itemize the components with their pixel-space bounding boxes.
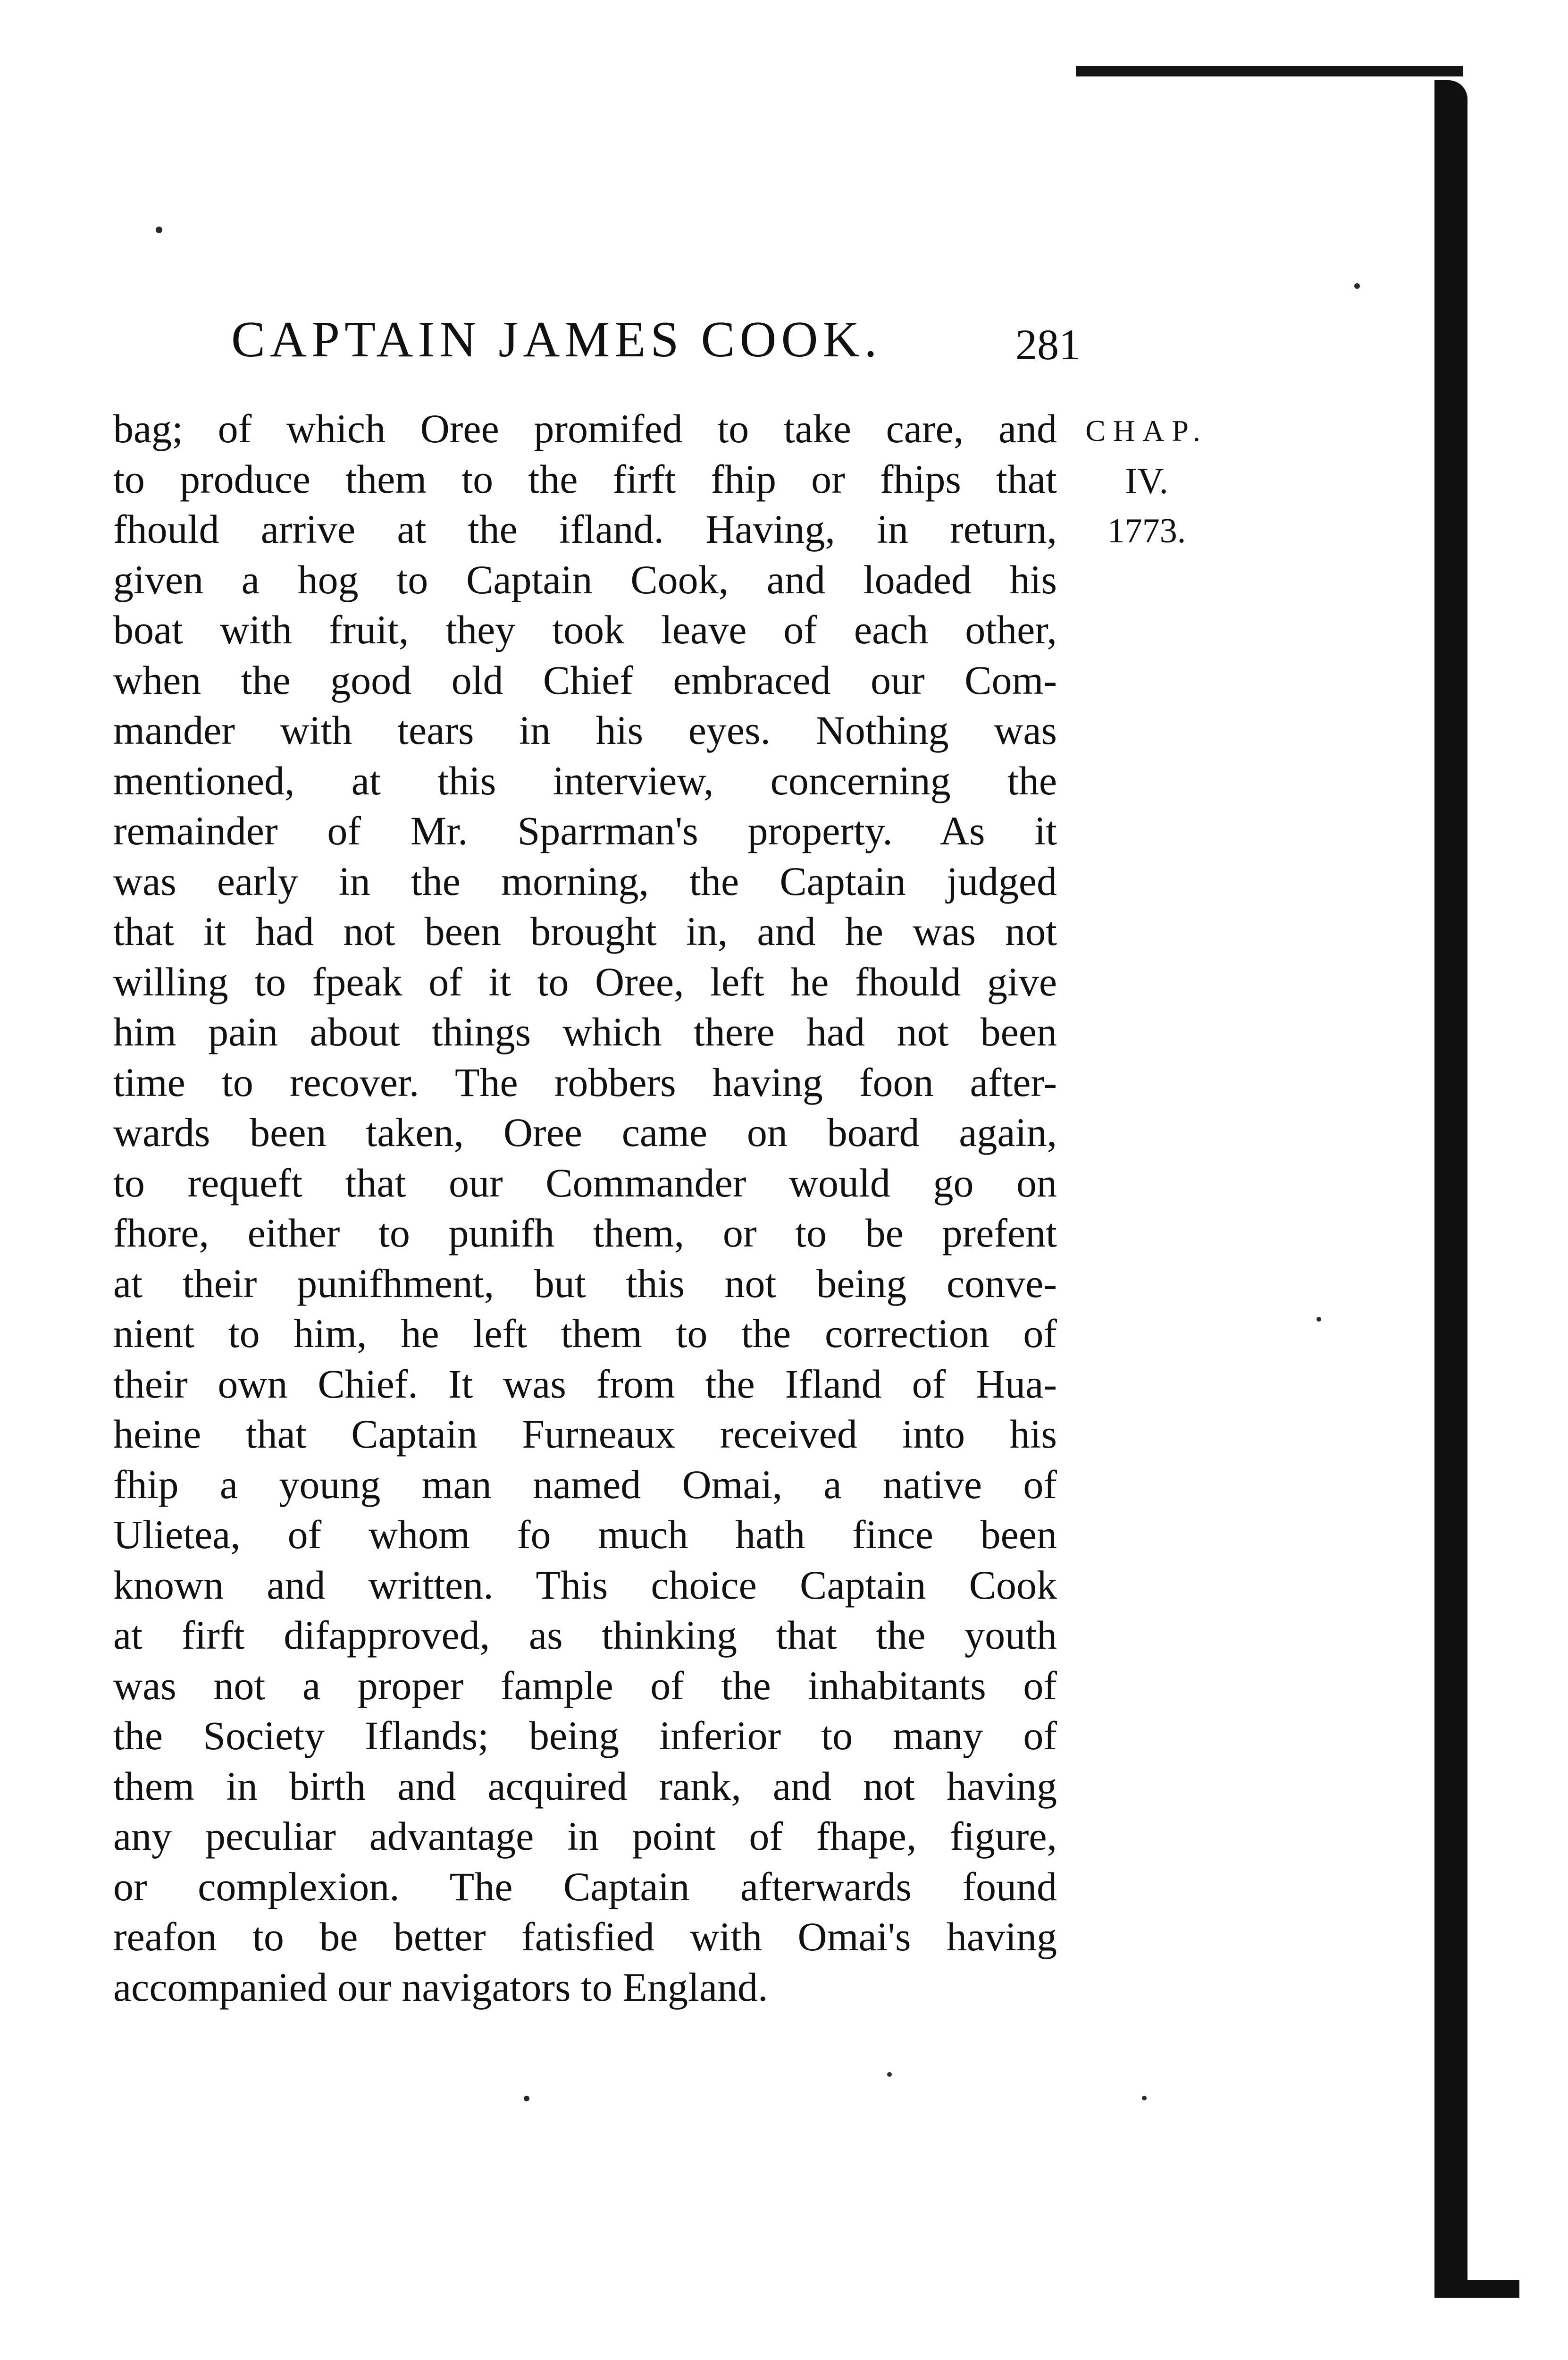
text-line: mander with tears in his eyes. Nothing was bbox=[113, 708, 1057, 753]
text-line: that it had not been brought in, and he was not bbox=[113, 909, 1057, 954]
text-line: when the good old Chief embraced our Com- bbox=[113, 657, 1057, 703]
text-line: at firft difapproved, as thinking that the youth bbox=[113, 1612, 1057, 1658]
text-line: fhip a young man named Omai, a native of bbox=[113, 1461, 1057, 1507]
text-line: known and written. This choice Captain Cook bbox=[113, 1562, 1057, 1608]
text-line: them in birth and acquired rank, and not having bbox=[113, 1763, 1057, 1809]
text-line: was not a proper fample of the inhabitants of bbox=[113, 1662, 1057, 1708]
margin-chapter-label: CHAP. bbox=[1085, 414, 1208, 447]
text-line: the Society Iflands; being inferior to many of bbox=[113, 1713, 1057, 1758]
text-line: their own Chief. It was from the Ifland of Hua- bbox=[113, 1361, 1057, 1407]
text-line: was early in the morning, the Captain judged bbox=[113, 858, 1057, 904]
text-line: bag; of which Oree promifed to take care, and bbox=[113, 406, 1057, 451]
text-line: willing to fpeak of it to Oree, left he fhould give bbox=[113, 959, 1057, 1004]
scan-binding-edge-top bbox=[1076, 66, 1463, 76]
text-line: wards been taken, Oree came on board again, bbox=[113, 1110, 1057, 1155]
text-line: reafon to be better fatisfied with Omai's having bbox=[113, 1914, 1057, 1959]
text-line: at their punifhment, but this not being conve- bbox=[113, 1260, 1057, 1306]
running-head-title: CAPTAIN JAMES COOK. bbox=[231, 312, 882, 368]
scan-speckle bbox=[1142, 2096, 1147, 2100]
text-line: mentioned, at this interview, concerning the bbox=[113, 758, 1057, 803]
text-line: heine that Captain Furneaux received into his bbox=[113, 1411, 1057, 1457]
text-line: nient to him, he left them to the correction of bbox=[113, 1311, 1057, 1356]
body-text bbox=[113, 404, 1057, 2012]
scan-speckle bbox=[1354, 283, 1360, 289]
margin-year: 1773. bbox=[1107, 512, 1186, 550]
margin-chapter-number: IV. bbox=[1125, 460, 1168, 501]
scan-speckle bbox=[524, 2096, 529, 2101]
text-line: fhore, either to punifh them, or to be prefent bbox=[113, 1210, 1057, 1256]
text-line: time to recover. The robbers having foon after- bbox=[113, 1059, 1057, 1105]
scan-binding-edge bbox=[1434, 80, 1467, 2289]
text-line: given a hog to Captain Cook, and loaded his bbox=[113, 556, 1057, 602]
text-line: any peculiar advantage in point of fhape, figure, bbox=[113, 1813, 1057, 1859]
text-line: him pain about things which there had not been bbox=[113, 1009, 1057, 1054]
text-line: to produce them to the firft fhip or fhips that bbox=[113, 456, 1057, 502]
text-line: or complexion. The Captain afterwards found bbox=[113, 1863, 1057, 1909]
text-line: boat with fruit, they took leave of each other, bbox=[113, 607, 1057, 652]
margin-note bbox=[1062, 406, 1232, 556]
text-line: to requeft that our Commander would go on bbox=[113, 1160, 1057, 1205]
text-line: accompanied our navigators to England. bbox=[113, 1964, 768, 2010]
scan-binding-edge-bottom bbox=[1434, 2280, 1519, 2298]
page-number: 281 bbox=[1015, 320, 1081, 369]
text-line: remainder of Mr. Sparrman's property. As it bbox=[113, 808, 1057, 853]
text-line: Ulietea, of whom fo much hath fince been bbox=[113, 1512, 1057, 1557]
scan-speckle bbox=[1316, 1317, 1321, 1322]
scan-speckle bbox=[887, 2072, 892, 2077]
text-line: fhould arrive at the ifland. Having, in return, bbox=[113, 506, 1057, 552]
scan-speckle bbox=[156, 227, 162, 233]
